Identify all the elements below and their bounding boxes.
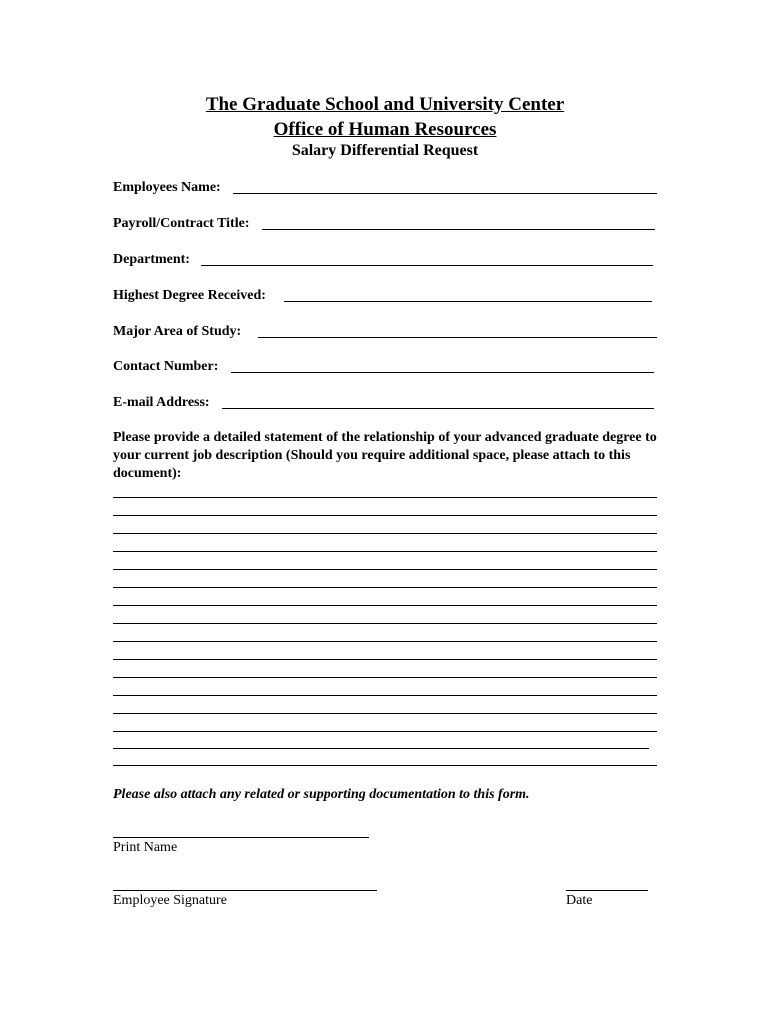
institution-title: The Graduate School and University Center	[205, 94, 565, 115]
field-label-email: E-mail Address:	[113, 395, 210, 410]
form-title: Salary Differential Request	[291, 142, 479, 159]
statement-line[interactable]	[113, 533, 657, 534]
statement-line[interactable]	[113, 695, 657, 696]
statement-line[interactable]	[113, 605, 657, 606]
date-label: Date	[566, 893, 593, 908]
statement-line[interactable]	[113, 515, 129, 516]
statement-line[interactable]	[113, 569, 657, 570]
statement-line[interactable]	[129, 515, 657, 516]
date-line[interactable]	[566, 890, 648, 891]
statement-line[interactable]	[113, 731, 657, 732]
email-field[interactable]	[222, 408, 654, 409]
field-label-major-area: Major Area of Study:	[113, 324, 242, 339]
field-label-department: Department:	[113, 252, 190, 267]
statement-prompt: Please provide a detailed statement of the relationship of your advanced graduate degree to your current job description (Should you require additional space, please attach to this document):	[113, 430, 657, 481]
office-title: Office of Human Resources	[273, 119, 497, 140]
field-label-contact-number: Contact Number:	[113, 359, 219, 374]
print-name-label: Print Name	[113, 840, 178, 855]
employee-signature-line[interactable]	[113, 890, 377, 891]
employee-signature-label: Employee Signature	[113, 893, 227, 908]
statement-line[interactable]	[113, 623, 657, 624]
statement-line[interactable]	[113, 713, 657, 714]
statement-line[interactable]	[113, 587, 657, 588]
statement-line[interactable]	[113, 659, 657, 660]
payroll-title-field[interactable]	[262, 229, 655, 230]
field-label-employee-name: Employees Name:	[113, 180, 221, 195]
statement-line[interactable]	[113, 748, 649, 749]
department-field[interactable]	[201, 265, 653, 266]
statement-line[interactable]	[113, 677, 657, 678]
statement-line[interactable]	[113, 765, 657, 766]
contact-number-field[interactable]	[231, 372, 654, 373]
employee-name-field[interactable]	[233, 193, 657, 194]
statement-line[interactable]	[113, 641, 657, 642]
statement-line[interactable]	[113, 497, 657, 498]
field-label-payroll-title: Payroll/Contract Title:	[113, 216, 250, 231]
print-name-line[interactable]	[113, 837, 369, 838]
field-label-highest-degree: Highest Degree Received:	[113, 288, 266, 303]
supporting-docs-note: Please also attach any related or supporting documentation to this form.	[113, 787, 530, 802]
major-area-field[interactable]	[258, 337, 657, 338]
statement-line[interactable]	[113, 551, 657, 552]
highest-degree-field[interactable]	[284, 301, 652, 302]
